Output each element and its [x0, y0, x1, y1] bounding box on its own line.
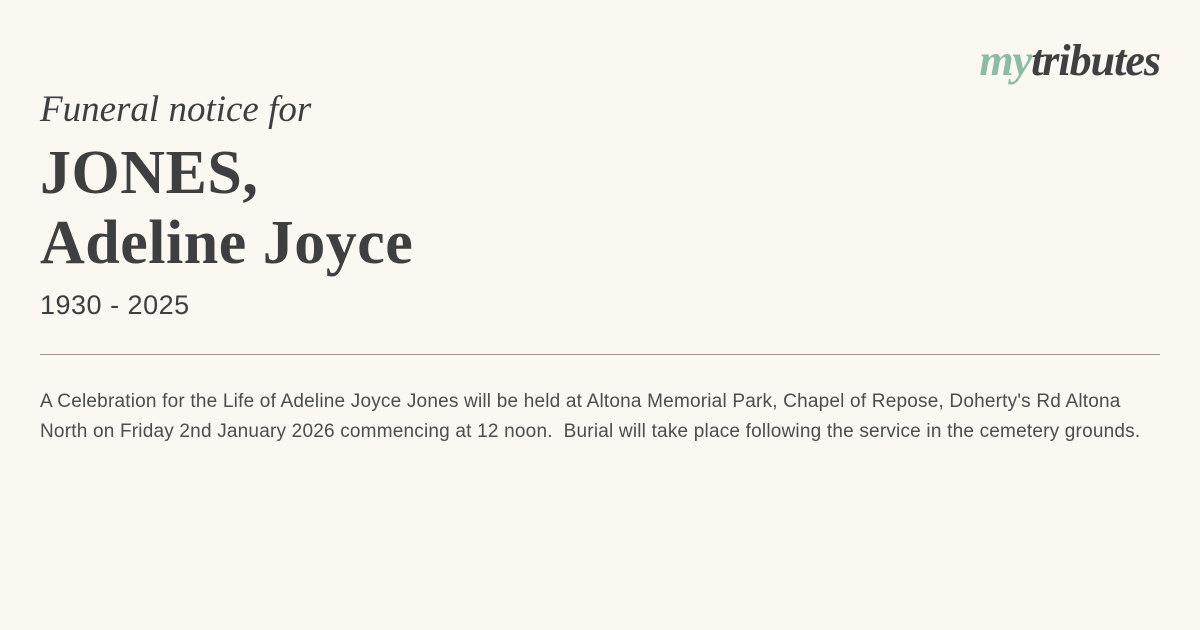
notice-kicker: Funeral notice for [40, 89, 312, 130]
notice-body-text: A Celebration for the Life of Adeline Joyce Jones will be held at Altona Memorial Park, Chapel of Repose, Doherty's Rd Altona North on Friday 2nd January 2026 commencing at 12 noon. Burial will take place following the service in the cemetery grounds. [40, 391, 1141, 443]
logo-text-my: my [979, 36, 1032, 85]
logo-text-tributes: tributes [1031, 36, 1160, 85]
header [40, 36, 1160, 86]
divider-line [40, 354, 1160, 355]
deceased-surname: JONES, [40, 139, 259, 208]
deceased-name [40, 138, 1160, 278]
deceased-given-names: Adeline Joyce [40, 209, 414, 278]
life-years: 1930 - 2025 [40, 290, 190, 321]
mytributes-logo [979, 36, 1160, 86]
